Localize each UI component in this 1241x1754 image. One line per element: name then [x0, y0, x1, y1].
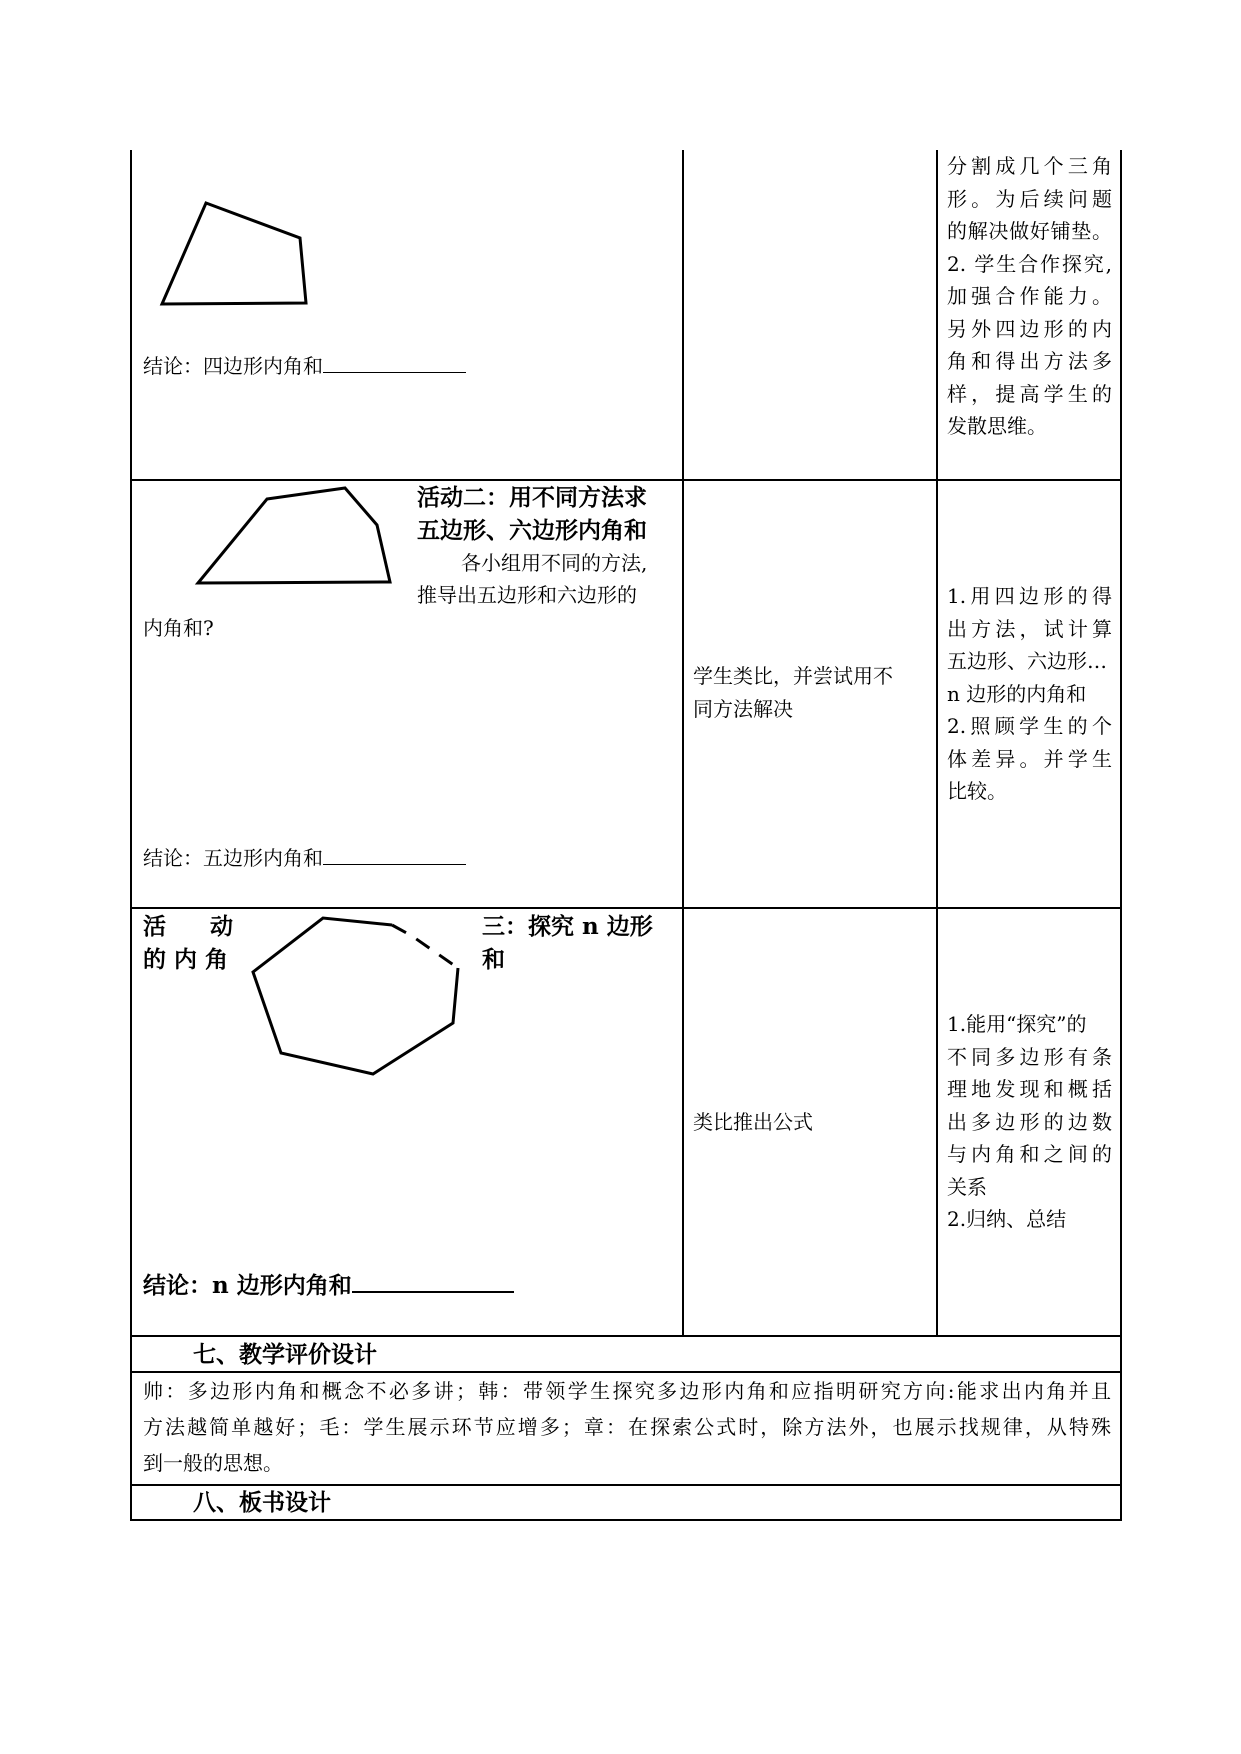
row1-col3-notes — [947, 150, 1112, 443]
row3-conclusion-label: 结论：n 边形内角和 — [143, 1272, 352, 1299]
row1-col3-line: 角和得出方法多 — [947, 349, 1112, 373]
pentagon-shape — [198, 488, 390, 583]
row3-activity-left — [143, 910, 233, 976]
row2-col3-line: 1.用四边形的得 — [947, 584, 1112, 608]
row2-col3-line: 出方法，试计算 — [947, 616, 1112, 641]
section7-heading: 七、教学评价设计 — [193, 1341, 377, 1368]
row3-col3-line: 1.能用“探究”的 — [947, 1012, 1087, 1036]
row3-col2-text: 类比推出公式 — [693, 1110, 813, 1134]
row2-answer-blank[interactable] — [323, 844, 466, 865]
row3-activity-right-line2: 和 — [482, 946, 505, 973]
row2-activity-title-line: 活动二：用不同方法求 — [417, 484, 647, 511]
column-divider-2 — [936, 150, 938, 1336]
section8-heading: 八、板书设计 — [193, 1489, 331, 1516]
row3-col3-line: 2.归纳、总结 — [947, 1207, 1067, 1231]
row3-activity-left-line1 — [143, 910, 233, 943]
row3-conclusion — [143, 1270, 514, 1303]
row3-col3-line: 不同多边形有条 — [947, 1044, 1112, 1069]
n-gon-dashed-edge — [392, 925, 458, 968]
row2-activity-title — [417, 481, 675, 547]
row1-col3-line: 分割成几个三角 — [947, 154, 1112, 178]
quadrilateral-shape — [162, 203, 306, 304]
section7-body-line: 到一般的思想。 — [143, 1451, 283, 1475]
row-divider-3 — [130, 1335, 1122, 1337]
row3-col3-line: 与内角和之间的 — [947, 1142, 1112, 1166]
row1-col3-line: 加强合作能力。 — [947, 284, 1112, 308]
row2-conclusion — [143, 842, 466, 875]
row3-col3-line: 出多边形的边数 — [947, 1109, 1112, 1134]
quadrilateral-figure — [150, 195, 350, 315]
n-gon-solid-edges — [253, 918, 458, 1074]
row3-activity-left-char: 活 — [143, 913, 166, 940]
row1-col3-line: 形。为后续问题 — [947, 186, 1112, 211]
section7-body-line: 方法越简单越好；毛：学生展示环节应增多；章：在探索公式时，除方法外，也展示找规律，从特殊 — [143, 1415, 1111, 1439]
row2-col3-line: 2.照顾学生的个 — [947, 714, 1112, 738]
row1-col3-line: 另外四边形的内 — [947, 316, 1112, 341]
row2-col2-line: 同方法解决 — [693, 696, 793, 721]
table-right-border — [1120, 150, 1122, 1520]
row3-activity-left-char: 动 — [210, 913, 233, 940]
table-bottom-border — [130, 1519, 1122, 1521]
section7-body — [143, 1373, 1111, 1481]
row2-activity-desc — [417, 547, 679, 611]
row1-col3-line: 2. 学生合作探究, — [947, 251, 1112, 276]
row3-col3-line: 关系 — [947, 1174, 987, 1199]
row2-activity-desc-line: 各小组用不同的方法, — [461, 551, 648, 575]
row1-conclusion — [143, 350, 466, 383]
row3-activity-left-line2: 的 内 角 — [143, 946, 229, 973]
row1-conclusion-label: 结论：四边形内角和 — [143, 354, 323, 378]
row3-activity-right-line1: 三：探究 n 边形 — [482, 913, 653, 940]
row2-activity-desc-tail: 内角和? — [143, 616, 214, 640]
row1-answer-blank[interactable] — [323, 352, 466, 373]
row2-col3-line: 五边形、六边形… — [947, 649, 1107, 673]
row2-col3-line: 体差异。并学生 — [947, 746, 1112, 771]
row2-col3-line: 比较。 — [947, 779, 1007, 803]
row3-activity-right — [482, 910, 677, 976]
row2-col3-line: n 边形的内角和 — [947, 681, 1087, 706]
row2-activity-desc-line: 推导出五边形和六边形的 — [417, 583, 637, 607]
row3-col3-line: 理地发现和概括 — [947, 1077, 1112, 1101]
row1-col3-line: 样，提高学生的 — [947, 381, 1112, 406]
row1-col3-line: 的解决做好铺垫。 — [947, 219, 1112, 243]
row3-col3-notes — [947, 1008, 1112, 1236]
row-divider-2 — [130, 907, 1122, 909]
n-gon-figure — [245, 910, 465, 1090]
pentagon-figure — [190, 480, 410, 600]
row2-col2-line: 学生类比，并尝试用不 — [693, 664, 893, 688]
row1-col3-line: 发散思维。 — [947, 414, 1047, 438]
column-divider-1 — [682, 150, 684, 1336]
section7-body-line: 帅：多边形内角和概念不必多讲；韩：带领学生探究多边形内角和应指明研究方向:能求出内角并且 — [143, 1379, 1111, 1403]
row2-activity-title-line: 五边形、六边形内角和 — [417, 517, 647, 544]
row2-col3-notes — [947, 580, 1112, 808]
row2-conclusion-label: 结论：五边形内角和 — [143, 846, 323, 870]
row3-answer-blank[interactable] — [352, 1271, 514, 1293]
row2-col2-text — [693, 660, 923, 725]
table-left-border — [130, 150, 132, 1520]
